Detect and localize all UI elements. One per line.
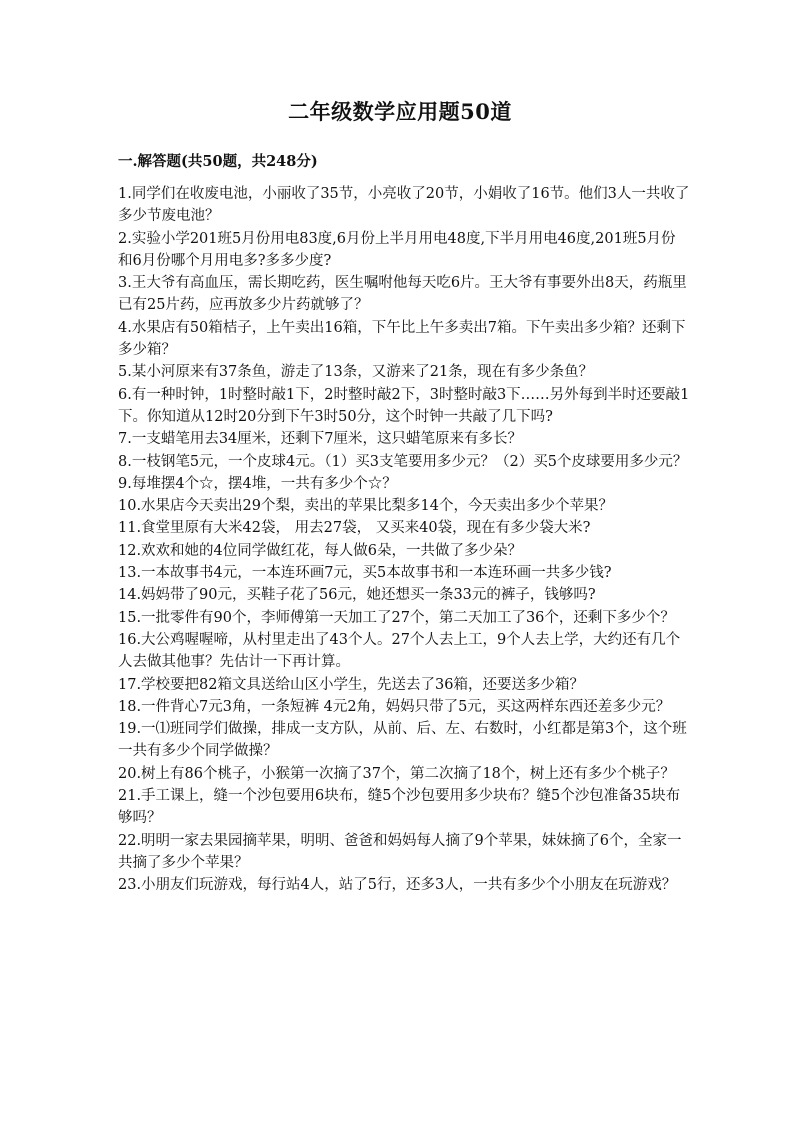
question-item: 23.小朋友们玩游戏，每行站4人，站了5行，还多3人，一共有多少个小朋友在玩游戏？ [118,877,677,894]
question-item: 10.水果店今天卖出29个梨，卖出的苹果比梨多14个，今天卖出多少个苹果？ [118,498,613,515]
question-item: 1.同学们在收废电池，小丽收了35节，小亮收了20节，小娟收了16节。他们3人一共收了多少节废电池？ [118,186,690,225]
question-item: 2.实验小学201班5月份用电83度,6月份上半月用电48度,下半月用电46度,201班5月份和6月份哪个月用电多?多多少度? [118,230,676,269]
question-item: 20.树上有86个桃子，小猴第一次摘了37个，第二次摘了18个，树上还有多少个桃子？ [118,765,675,782]
question-item: 19.一⑴班同学们做操，排成一支方队，从前、后、左、右数时，小红都是第3个，这个班一共有多少个同学做操？ [118,721,687,760]
question-item: 9.每堆摆4个☆，摆4堆，一共有多少个☆？ [118,475,397,492]
question-item: 14.妈妈带了90元，买鞋子花了56元，她还想买一条33元的裤子，钱够吗? [118,587,596,604]
question-item: 8.一枝钢笔5元，一个皮球4元。（1）买3支笔要用多少元？（2）买5个皮球要用多少元？ [118,453,688,470]
question-item: 7.一支蜡笔用去34厘米，还剩下7厘米，这只蜡笔原来有多长？ [118,431,523,448]
question-item: 15.一批零件有90个，李师傅第一天加工了27个，第二天加工了36个，还剩下多少个？ [118,609,675,626]
question-item: 17.学校要把82箱文具送给山区小学生，先送去了36箱，还要送多少箱？ [118,676,584,693]
question-item: 12.欢欢和她的4位同学做红花，每人做6朵，一共做了多少朵？ [118,542,523,559]
section-heading: 一.解答题(共50题，共248分) [118,153,318,170]
document-title: 二年级数学应用题50道 [288,99,512,124]
question-item: 13.一本故事书4元，一本连环画7元，买5本故事书和一本连环画一共多少钱? [118,565,612,582]
question-item: 16.大公鸡喔喔啼，从村里走出了43个人。27个人去上工，9个人去上学，大约还有几个人去做其他事？先估计一下再计算。 [118,631,681,671]
question-item: 5.某小河原来有37条鱼，游走了13条，又游来了21条，现在有多少条鱼？ [118,364,594,381]
question-item: 6.有一种时钟，1时整时敲1下，2时整时敲2下，3时整时敲3下……另外每到半时还要敲1下。你知道从12时20分到下午3时50分，这个时钟一共敲了几下吗? [118,386,690,425]
question-item: 22.明明一家去果园摘苹果，明明、爸爸和妈妈每人摘了9个苹果，妹妹摘了6个，全家一共摘了多少个苹果？ [118,832,682,871]
question-item: 21.手工课上，缝一个沙包要用6块布，缝5个沙包要用多少块布？缝5个沙包准备35块布够吗？ [118,788,681,827]
question-item: 4.水果店有50箱桔子，上午卖出16箱，下午比上午多卖出7箱。下午卖出多少箱？还剩下多少箱？ [118,319,686,359]
question-list [118,183,690,897]
question-item: 3.王大爷有高血压，需长期吃药，医生嘱咐他每天吃6片。王大爷有事要外出8天，药瓶里已有25片药，应再放多少片药就够了？ [118,275,687,314]
question-item: 11.食堂里原有大米42袋， 用去27袋， 又买来40袋，现在有多少袋大米? [118,520,591,537]
question-item: 18.一件背心7元3角，一条短裤 4元2角，妈妈只带了5元，买这两样东西还差多少元？ [118,698,671,715]
